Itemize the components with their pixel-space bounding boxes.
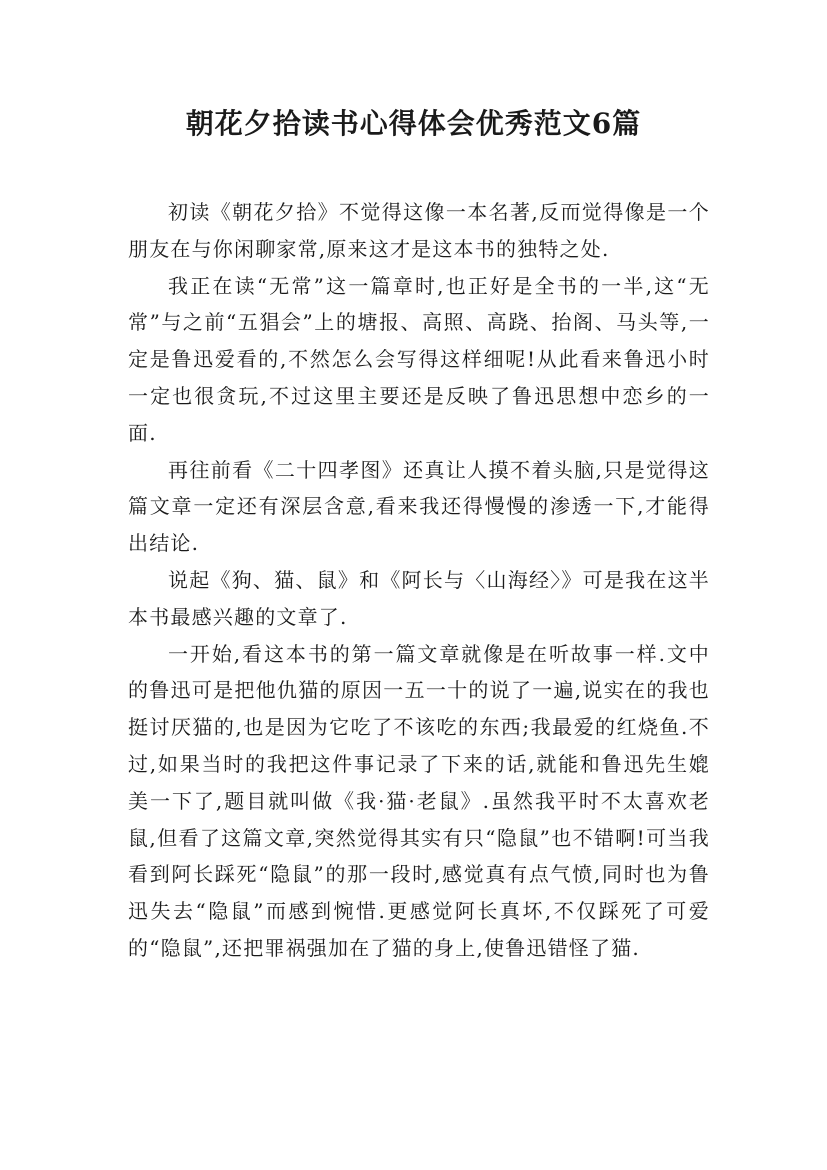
paragraph-5: 一开始,看这本书的第一篇文章就像是在听故事一样.文中的鲁迅可是把他仇猫的原因一五一十的说了一遍,说实在的我也挺讨厌猫的,也是因为它吃了不该吃的东西;我最爱的红烧鱼.不过,如果当时的我把这件事记录了下来的话,就能和鲁迅先生媲美一下了,题目就叫做《我·猫·老鼠》.虽然我平时不太喜欢老鼠,但看了这篇文章,突然觉得其实有只“隐鼠”也不错啊!可当我看到阿长踩死“隐鼠”的那一段时,感觉真有点气愤,同时也为鲁迅失去“隐鼠”而感到惋惜.更感觉阿长真坏,不仅踩死了可爱的“隐鼠”,还把罪祸强加在了猫的身上,使鲁迅错怪了猫. — [128, 641, 710, 960]
paragraph-1: 初读《朝花夕拾》不觉得这像一本名著,反而觉得像是一个朋友在与你闲聊家常,原来这才是这本书的独特之处. — [128, 200, 710, 261]
paragraph-3: 再往前看《二十四孝图》还真让人摸不着头脑,只是觉得这篇文章一定还有深层含意,看来我还得慢慢的渗透一下,才能得出结论. — [128, 457, 710, 556]
paragraph-2: 我正在读“无常”这一篇章时,也正好是全书的一半,这“无常”与之前“五猖会”上的塘报、高照、高跷、抬阁、马头等,一定是鲁迅爱看的,不然怎么会写得这样细呢!从此看来鲁迅小时一定也很贪玩,不过这里主要还是反映了鲁迅思想中恋乡的一面. — [128, 273, 710, 445]
document-title: 朝花夕拾读书心得体会优秀范文6篇 — [185, 107, 642, 140]
paragraph-4: 说起《狗、猫、鼠》和《阿长与〈山海经〉》可是我在这半本书最感兴趣的文章了. — [128, 567, 710, 629]
document-body — [128, 194, 710, 967]
